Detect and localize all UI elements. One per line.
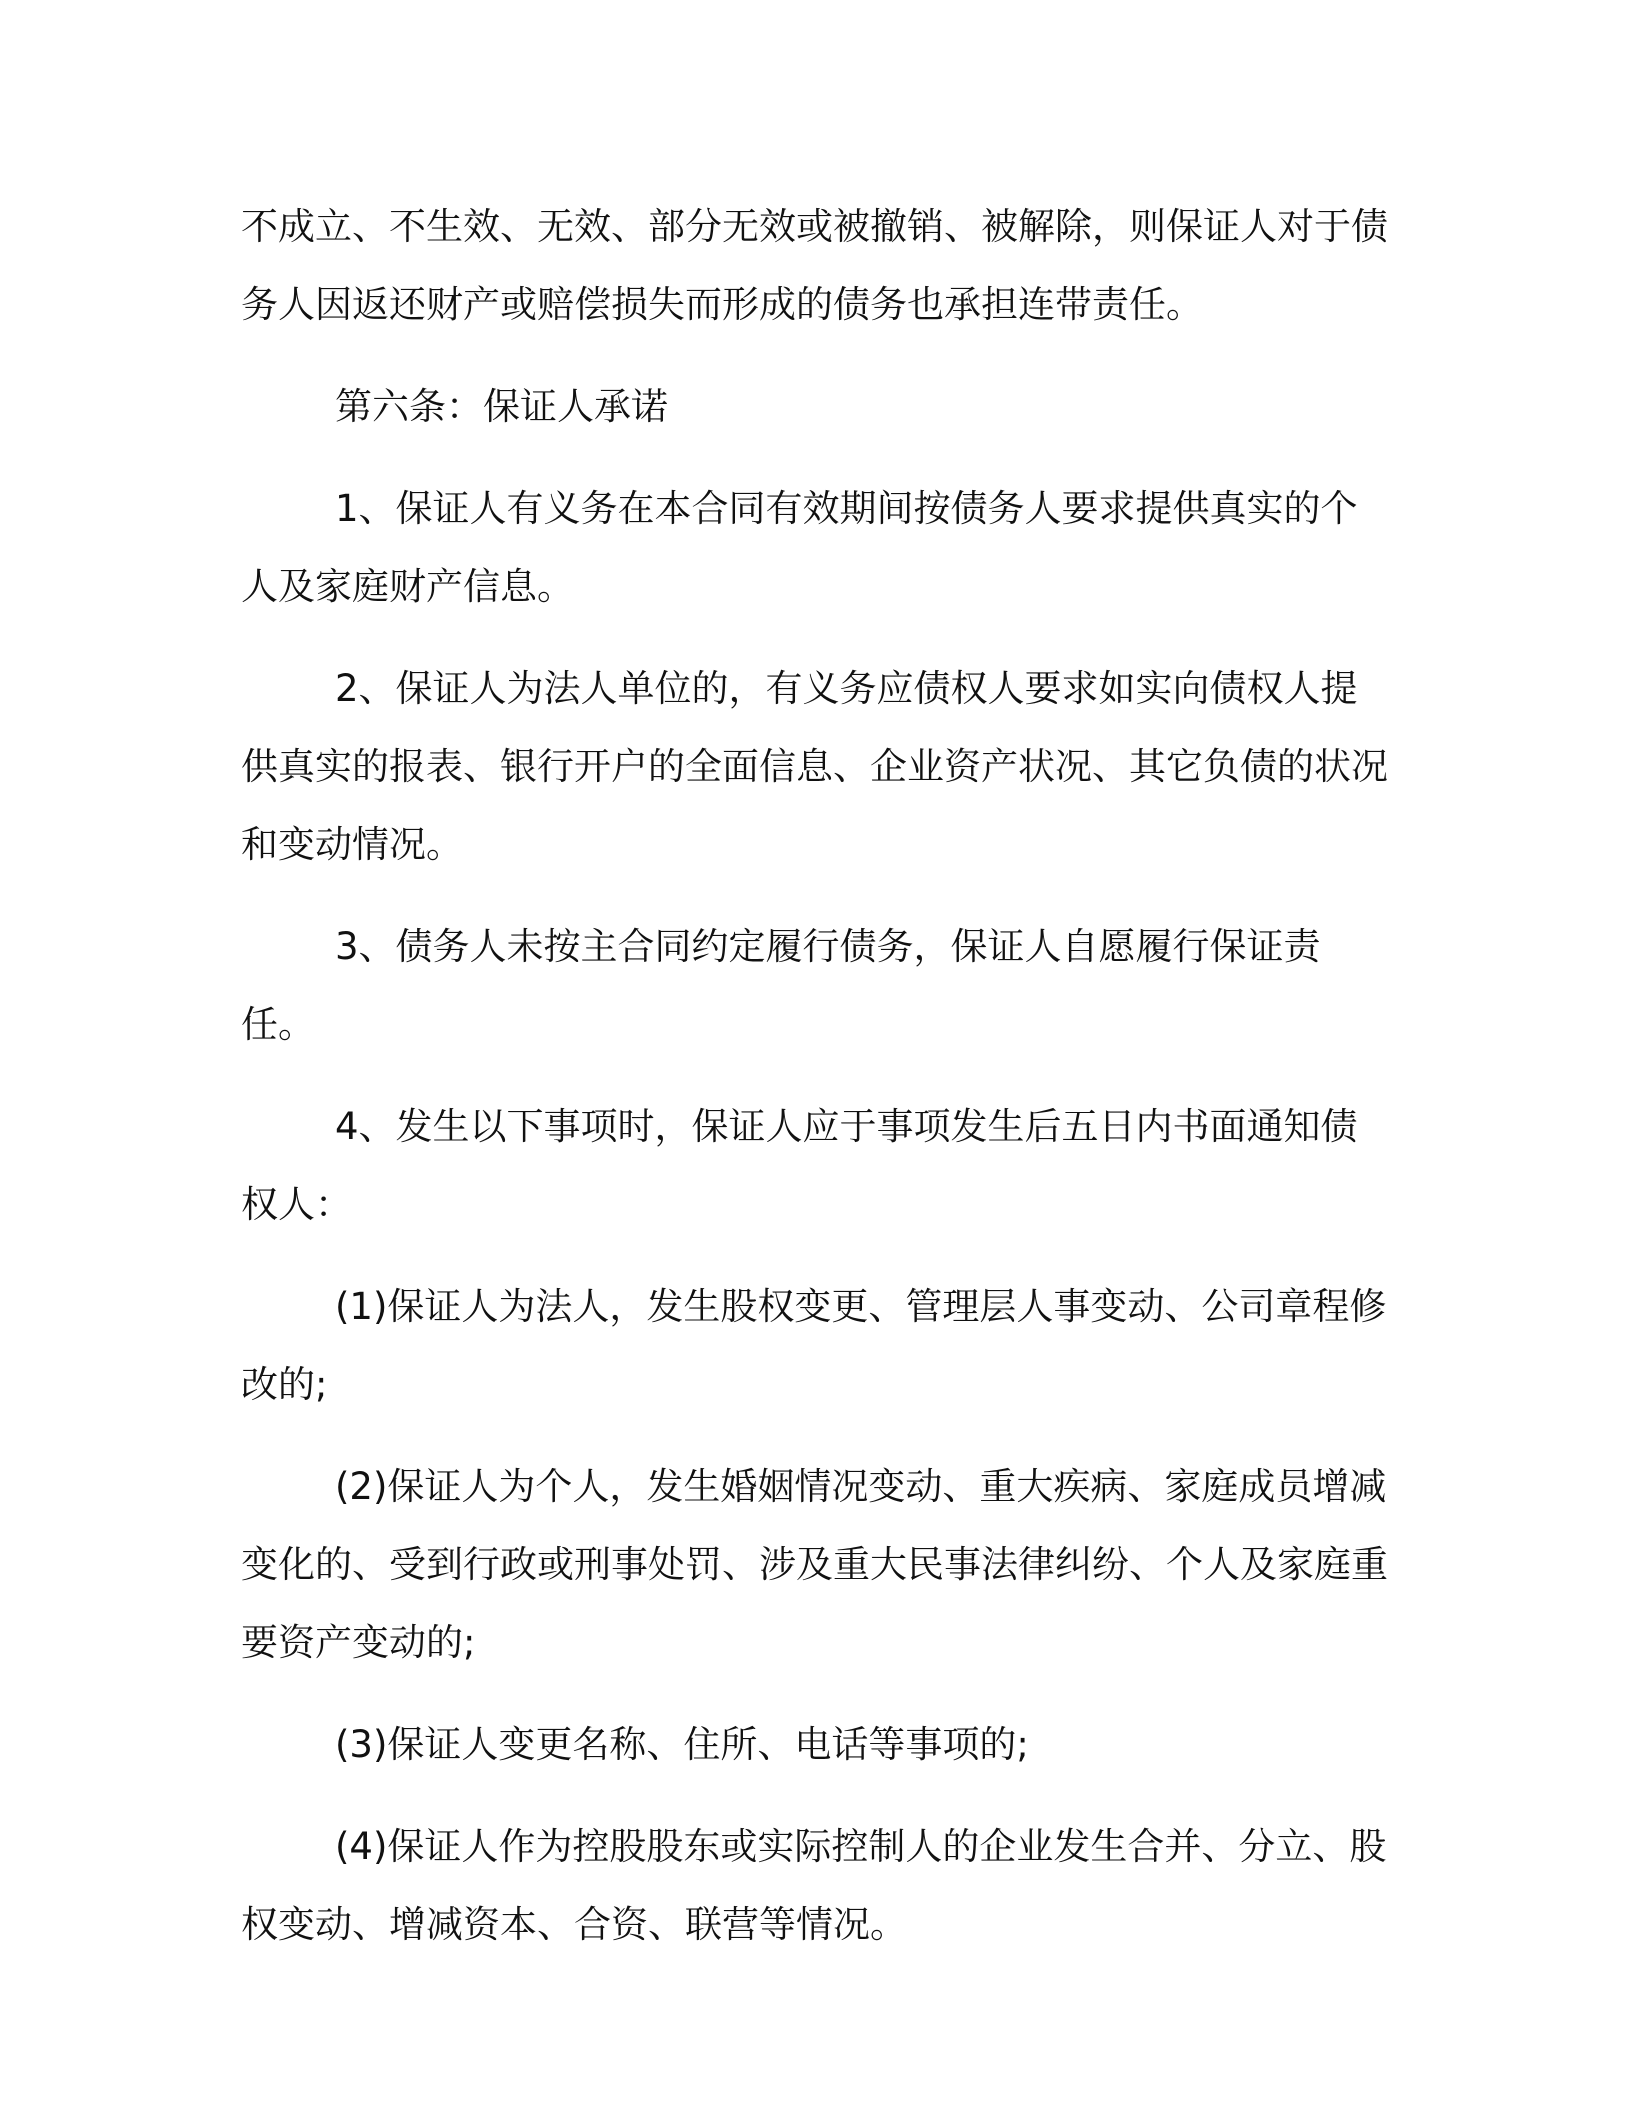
sub-clause-3: (3)保证人变更名称、住所、电话等事项的; (335, 1723, 1029, 1766)
clause-4: 4、发生以下事项时，保证人应于事项发生后五日内书面通知债权人： (241, 1105, 1358, 1226)
clause-3: 3、债务人未按主合同约定履行债务，保证人自愿履行保证责任。 (241, 925, 1321, 1046)
sub-clause-2: (2)保证人为个人，发生婚姻情况变动、重大疾病、家庭成员增减变化的、受到行政或刑事处罚、涉及重大民事法律纠纷、个人及家庭重要资产变动的; (241, 1465, 1388, 1664)
clause-1: 1、保证人有义务在本合同有效期间按债务人要求提供真实的个人及家庭财产信息。 (241, 487, 1358, 608)
article-six-heading: 第六条：保证人承诺 (335, 385, 668, 428)
sub-clause-4: (4)保证人作为控股股东或实际控制人的企业发生合并、分立、股权变动、增减资本、合资、联营等情况。 (241, 1825, 1387, 1946)
document-body (241, 188, 1391, 1964)
clause-2: 2、保证人为法人单位的，有义务应债权人要求如实向债权人提供真实的报表、银行开户的全面信息、企业资产状况、其它负债的状况和变动情况。 (241, 667, 1388, 866)
paragraph-continuation: 不成立、不生效、无效、部分无效或被撤销、被解除，则保证人对于债务人因返还财产或赔偿损失而形成的债务也承担连带责任。 (241, 205, 1388, 326)
sub-clause-1: (1)保证人为法人，发生股权变更、管理层人事变动、公司章程修改的; (241, 1285, 1387, 1406)
